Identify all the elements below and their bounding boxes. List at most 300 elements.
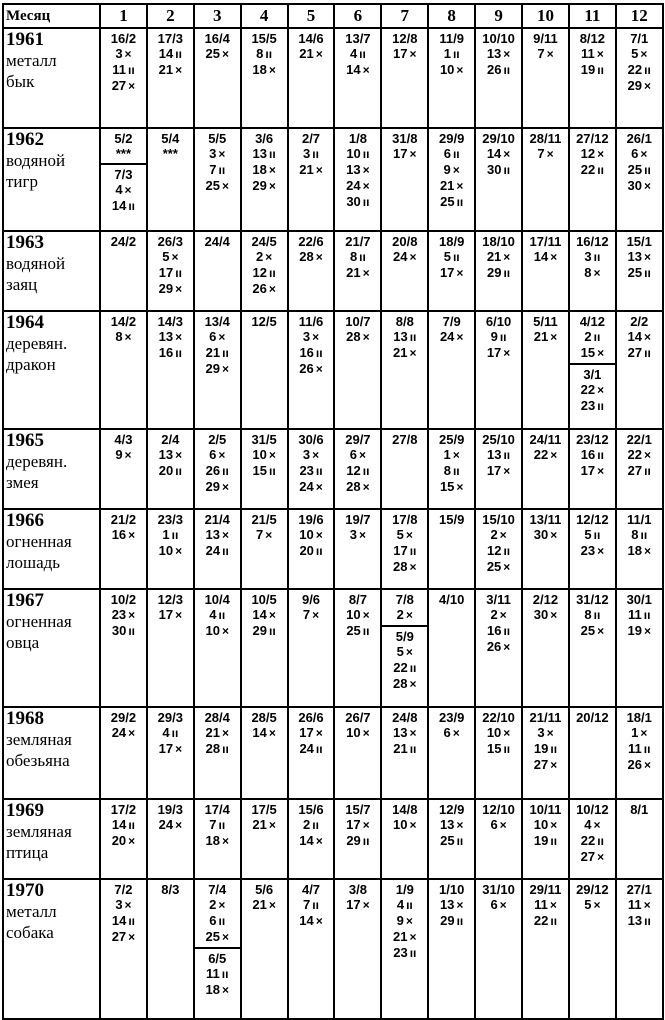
- cell-segment: [148, 708, 193, 757]
- day-number: 26: [487, 62, 502, 77]
- day-entry: [476, 897, 521, 913]
- month-cell: [288, 128, 335, 231]
- day-number: 25: [440, 833, 455, 848]
- cell-segment: [148, 232, 193, 297]
- day-entry: [429, 249, 474, 265]
- month-cell: [100, 231, 147, 311]
- day-number: 24: [205, 543, 221, 558]
- double-bar-mark-icon: ıı: [406, 898, 413, 912]
- double-bar-mark-icon: ıı: [218, 608, 226, 622]
- day-number: 10: [205, 623, 220, 638]
- cross-mark-icon: ×: [597, 544, 605, 558]
- month-cell: [616, 28, 663, 128]
- month-cell: [334, 589, 381, 707]
- cell-segment: [617, 590, 662, 639]
- cross-mark-icon: ×: [456, 898, 464, 912]
- cell-segment: [570, 510, 615, 559]
- day-number: 6: [631, 146, 639, 161]
- month-cell: [616, 231, 663, 311]
- day-number: 7: [209, 162, 217, 177]
- cross-mark-icon: ×: [124, 330, 132, 344]
- day-number: 10: [158, 543, 174, 558]
- day-number: 9: [443, 162, 451, 177]
- cell-segment: [523, 510, 568, 543]
- cell-segment: [382, 590, 427, 623]
- month-cell: [100, 311, 147, 429]
- month-cell: [522, 128, 569, 231]
- cell-segment: [101, 232, 146, 249]
- cross-mark-icon: ×: [409, 47, 417, 61]
- day-entry: [242, 46, 287, 62]
- year-animal: змея: [6, 473, 39, 492]
- double-bar-mark-icon: ıı: [593, 330, 601, 344]
- day-number: 21: [393, 345, 408, 360]
- day-entry: [382, 329, 427, 345]
- double-bar-mark-icon: ıı: [644, 914, 651, 928]
- day-number: 12: [580, 146, 596, 161]
- new-moon-date: 15/6: [298, 802, 324, 817]
- day-number: 24: [346, 178, 361, 193]
- day-entry: [523, 913, 568, 929]
- day-number: 24: [299, 479, 314, 494]
- new-moon-date: 8/8: [395, 314, 414, 329]
- day-number: 21: [205, 725, 220, 740]
- new-moon-date: 29/10: [482, 131, 515, 146]
- cross-mark-icon: ×: [546, 726, 554, 740]
- month-cell: [569, 879, 616, 1019]
- cross-mark-icon: ×: [218, 448, 226, 462]
- day-entry: [335, 162, 380, 178]
- cell-segment: [148, 800, 193, 833]
- month-cell: [334, 707, 381, 799]
- month-header: 3: [194, 4, 241, 28]
- new-moon-date: 17/5: [251, 802, 277, 817]
- double-bar-mark-icon: ıı: [359, 250, 366, 264]
- month-cell: [194, 128, 241, 231]
- new-moon-date: 11/9: [439, 31, 464, 46]
- double-bar-mark-icon: ıı: [218, 163, 226, 177]
- cross-mark-icon: ×: [268, 163, 276, 177]
- month-cell: [381, 28, 428, 128]
- cell-segment: [195, 947, 240, 998]
- day-entry: [382, 741, 427, 757]
- day-number: 6: [209, 329, 217, 344]
- cell-segment: [335, 29, 380, 78]
- new-moon-date: 27/12: [576, 131, 609, 146]
- cell-segment: [195, 510, 240, 559]
- day-entry: [382, 46, 427, 62]
- cell-segment: [195, 880, 240, 945]
- double-bar-mark-icon: ıı: [597, 163, 604, 177]
- day-entry: [195, 479, 240, 495]
- year-label-cell: [3, 429, 100, 509]
- day-number: 3: [302, 329, 311, 344]
- double-bar-mark-icon: ıı: [456, 914, 464, 928]
- double-bar-mark-icon: ıı: [593, 528, 601, 542]
- day-entry: [382, 897, 427, 913]
- day-entry: [476, 46, 521, 62]
- cross-mark-icon: ×: [546, 47, 554, 61]
- day-entry: [335, 463, 380, 479]
- day-number: 4: [396, 897, 405, 912]
- day-entry: [570, 329, 615, 345]
- new-moon-date: 28/5: [251, 710, 277, 725]
- day-number: 5: [584, 897, 592, 912]
- month-cell: [569, 799, 616, 879]
- day-number: 17: [346, 817, 361, 832]
- cell-segment: [101, 163, 146, 214]
- day-number: 3: [302, 447, 311, 462]
- cell-segment: [382, 232, 427, 265]
- day-number: 17: [299, 725, 314, 740]
- cross-mark-icon: ×: [499, 608, 507, 622]
- day-entry: [195, 162, 240, 178]
- new-moon-date: 11/1: [626, 512, 652, 527]
- double-bar-mark-icon: ıı: [597, 448, 604, 462]
- day-number: 8: [584, 607, 592, 622]
- day-number: 22: [580, 833, 596, 848]
- new-moon-date: 10/5: [251, 592, 277, 607]
- new-moon-date: 14/2: [110, 314, 137, 329]
- new-moon-date: 14/3: [157, 314, 183, 329]
- day-number: 10: [346, 725, 361, 740]
- cross-mark-icon: ×: [643, 544, 651, 558]
- cell-segment: [289, 800, 334, 849]
- cell-segment: [382, 510, 427, 575]
- year-label-cell: [3, 589, 100, 707]
- cell-segment: [570, 590, 615, 639]
- day-number: 24: [299, 741, 314, 756]
- day-entry: [476, 345, 521, 361]
- day-entry: [570, 833, 615, 849]
- new-moon-date: 13/7: [345, 31, 371, 46]
- new-moon-date: 15/10: [482, 512, 515, 527]
- double-bar-mark-icon: ıı: [269, 624, 276, 638]
- cross-mark-icon: ×: [456, 330, 464, 344]
- new-moon-date: 21/11: [529, 710, 562, 725]
- cross-mark-icon: ×: [359, 528, 367, 542]
- new-moon-date: 10/10: [482, 31, 515, 46]
- day-number: 21: [393, 741, 408, 756]
- day-number: 8: [256, 46, 264, 61]
- day-number: 5: [162, 249, 170, 264]
- cross-mark-icon: ×: [265, 250, 273, 264]
- day-entry: [617, 725, 662, 741]
- day-number: 6: [349, 447, 357, 462]
- day-entry: [335, 249, 380, 265]
- month-header: 10: [522, 4, 569, 28]
- day-number: 22: [580, 162, 596, 177]
- month-cell: [241, 707, 288, 799]
- cell-segment: [617, 708, 662, 773]
- day-number: 13: [627, 913, 643, 928]
- day-entry: [523, 833, 568, 849]
- month-header: 1: [100, 4, 147, 28]
- day-number: 17: [158, 741, 174, 756]
- day-number: 17: [346, 897, 361, 912]
- year-animal: птица: [6, 843, 49, 862]
- cell-segment: [289, 312, 334, 377]
- new-moon-date: 2/4: [161, 432, 180, 447]
- day-entry: [382, 559, 427, 575]
- day-entry: [195, 146, 240, 162]
- day-entry: [617, 897, 662, 913]
- year-animal: заяц: [6, 275, 38, 294]
- month-cell: [147, 799, 194, 879]
- cell-segment: [289, 708, 334, 757]
- day-entry: [382, 817, 427, 833]
- cell-segment: [242, 800, 287, 833]
- day-number: 21: [252, 817, 267, 832]
- day-entry: [148, 281, 193, 297]
- new-moon-date: 2/7: [301, 131, 321, 146]
- new-moon-date: 29/11: [529, 882, 562, 897]
- day-entry: [148, 607, 193, 623]
- year-animal: тигр: [6, 172, 38, 191]
- month-cell: [428, 128, 475, 231]
- day-entry: [476, 623, 521, 639]
- day-entry: [101, 146, 146, 161]
- cross-mark-icon: ×: [362, 179, 370, 193]
- year-row: [3, 28, 663, 128]
- double-bar-mark-icon: ıı: [128, 199, 136, 213]
- day-number: 17: [580, 463, 596, 478]
- cross-mark-icon: ×: [643, 179, 651, 193]
- cross-mark-icon: ×: [643, 448, 651, 462]
- month-cell: [475, 231, 522, 311]
- month-cell: [381, 128, 428, 231]
- year-label-cell: [3, 799, 100, 879]
- lunar-calendar-table: [2, 3, 664, 1020]
- day-number: 10: [533, 817, 549, 832]
- new-moon-date: 9/11: [533, 31, 558, 46]
- double-bar-mark-icon: ıı: [269, 147, 276, 161]
- day-entry: [570, 249, 615, 265]
- cell-segment: [570, 363, 615, 414]
- double-bar-mark-icon: ıı: [456, 834, 464, 848]
- new-moon-date: 5/6: [255, 882, 274, 897]
- new-moon-date: 27/1: [626, 882, 652, 897]
- day-entry: [617, 447, 662, 463]
- day-entry: [476, 725, 521, 741]
- day-number: 4: [162, 725, 170, 740]
- cross-mark-icon: ×: [128, 834, 136, 848]
- double-bar-mark-icon: ıı: [362, 195, 370, 209]
- day-entry: [148, 345, 193, 361]
- day-number: 10: [486, 725, 502, 740]
- day-entry: [429, 194, 474, 210]
- day-entry: [335, 46, 380, 62]
- cross-mark-icon: ×: [175, 544, 183, 558]
- day-entry: [476, 62, 521, 78]
- day-number: 5: [396, 644, 404, 659]
- day-number: 14: [486, 146, 502, 161]
- day-entry: [101, 817, 146, 833]
- year-label-cell: [3, 509, 100, 589]
- month-cell: [475, 28, 522, 128]
- month-cell: [288, 879, 335, 1019]
- new-moon-date: 12/12: [576, 512, 609, 527]
- new-moon-date: 16/4: [204, 31, 230, 46]
- cross-mark-icon: ×: [550, 608, 558, 622]
- new-moon-date: 2/2: [630, 314, 649, 329]
- day-number: 10: [299, 527, 314, 542]
- new-moon-date: 24/5: [251, 234, 277, 249]
- cross-mark-icon: ×: [503, 346, 511, 360]
- cell-segment: [429, 232, 474, 281]
- day-entry: [242, 249, 287, 265]
- day-number: 5: [443, 249, 451, 264]
- cross-mark-icon: ×: [593, 818, 601, 832]
- day-number: 14: [111, 198, 127, 213]
- cell-segment: [476, 129, 521, 178]
- cross-mark-icon: ×: [362, 480, 370, 494]
- day-entry: [289, 527, 334, 543]
- day-entry: [148, 46, 193, 62]
- double-bar-mark-icon: ıı: [550, 834, 558, 848]
- day-number: 30: [533, 527, 549, 542]
- new-moon-date: 26/1: [626, 131, 652, 146]
- double-bar-mark-icon: ıı: [221, 967, 229, 981]
- day-entry: [523, 607, 568, 623]
- new-moon-date: 31/8: [392, 131, 418, 146]
- new-moon-date: 30/6: [298, 432, 324, 447]
- year-label-cell: [3, 128, 100, 231]
- day-entry: [617, 345, 662, 361]
- day-entry: [429, 833, 474, 849]
- new-moon-date: 5/11: [533, 314, 558, 329]
- day-number: 22: [627, 447, 642, 462]
- cross-mark-icon: ×: [268, 818, 276, 832]
- new-moon-date: 5/2: [114, 131, 133, 146]
- new-moon-date: 10/7: [345, 314, 371, 329]
- day-number: 29: [205, 361, 220, 376]
- cross-mark-icon: ×: [315, 250, 323, 264]
- double-bar-mark-icon: ıı: [312, 818, 319, 832]
- month-cell: [100, 707, 147, 799]
- double-bar-mark-icon: ıı: [640, 528, 648, 542]
- new-moon-date: 2/12: [532, 592, 559, 607]
- cell-segment: [382, 800, 427, 833]
- day-number: 3: [349, 527, 357, 542]
- day-number: 11: [628, 741, 642, 756]
- day-entry: [382, 660, 427, 676]
- new-moon-date: 13/11: [529, 512, 562, 527]
- double-bar-mark-icon: ıı: [128, 914, 136, 928]
- cross-mark-icon: ×: [362, 726, 370, 740]
- month-cell: [241, 799, 288, 879]
- day-number: 25: [205, 178, 220, 193]
- day-entry: [195, 833, 240, 849]
- day-number: 7: [302, 607, 311, 622]
- new-moon-date: 24/8: [392, 710, 418, 725]
- month-cell: [522, 28, 569, 128]
- month-cell: [334, 231, 381, 311]
- day-entry: [148, 463, 193, 479]
- month-cell: [569, 311, 616, 429]
- day-number: 15: [487, 741, 502, 756]
- new-moon-date: 29/3: [157, 710, 183, 725]
- day-entry: [335, 833, 380, 849]
- cell-segment: [195, 129, 240, 194]
- year-number: 1969: [6, 800, 44, 821]
- cell-segment: [242, 232, 287, 297]
- day-number: 30: [346, 194, 361, 209]
- day-entry: [195, 929, 240, 945]
- cross-mark-icon: ×: [221, 930, 229, 944]
- day-number: 17: [486, 463, 502, 478]
- cross-mark-icon: ×: [315, 914, 323, 928]
- year-number: 1963: [6, 232, 44, 253]
- cross-mark-icon: ×: [175, 330, 183, 344]
- day-number: 23: [580, 543, 596, 558]
- new-moon-date: 5/4: [161, 131, 180, 146]
- double-bar-mark-icon: ıı: [265, 47, 273, 61]
- month-cell: [334, 879, 381, 1019]
- cell-segment: [476, 312, 521, 361]
- month-cell: [381, 707, 428, 799]
- day-entry: [101, 46, 146, 62]
- day-number: 9: [490, 329, 498, 344]
- cross-mark-icon: ×: [456, 179, 464, 193]
- day-entry: [382, 249, 427, 265]
- day-number: 28: [393, 676, 408, 691]
- day-entry: [570, 146, 615, 162]
- new-moon-date: 12/10: [482, 802, 515, 817]
- double-bar-mark-icon: ıı: [499, 330, 507, 344]
- new-moon-date: 13/4: [204, 314, 230, 329]
- month-header: 12: [616, 4, 663, 28]
- cross-mark-icon: ×: [640, 47, 648, 61]
- month-cell: [194, 799, 241, 879]
- double-bar-mark-icon: ıı: [312, 898, 319, 912]
- month-cell: [241, 429, 288, 509]
- month-cell: [381, 311, 428, 429]
- cross-mark-icon: ×: [456, 63, 464, 77]
- day-entry: [242, 527, 287, 543]
- new-moon-date: 19/6: [298, 512, 324, 527]
- cross-mark-icon: ×: [315, 726, 323, 740]
- new-moon-date: 22/10: [482, 710, 515, 725]
- month-cell: [241, 311, 288, 429]
- day-number: 21: [486, 249, 502, 264]
- double-bar-mark-icon: ıı: [218, 818, 226, 832]
- new-moon-date: 18/1: [626, 710, 652, 725]
- double-bar-mark-icon: ıı: [550, 742, 558, 756]
- month-cell: [616, 509, 663, 589]
- day-number: 21: [299, 162, 314, 177]
- day-entry: [476, 249, 521, 265]
- day-number: 1: [443, 46, 451, 61]
- day-entry: [148, 725, 193, 741]
- day-entry: [382, 543, 427, 559]
- cell-segment: [570, 232, 615, 281]
- new-moon-date: 17/8: [392, 512, 418, 527]
- day-number: 24: [439, 329, 455, 344]
- day-number: 25: [627, 265, 643, 280]
- double-bar-mark-icon: ıı: [593, 608, 601, 622]
- month-cell: [475, 589, 522, 707]
- day-entry: [148, 329, 193, 345]
- day-entry: [429, 463, 474, 479]
- cell-segment: [570, 312, 615, 361]
- cross-mark-icon: ×: [221, 47, 229, 61]
- month-cell: [147, 311, 194, 429]
- cross-mark-icon: ×: [268, 448, 276, 462]
- cell-segment: [523, 232, 568, 265]
- day-number: 22: [393, 660, 408, 675]
- cell-segment: [335, 430, 380, 495]
